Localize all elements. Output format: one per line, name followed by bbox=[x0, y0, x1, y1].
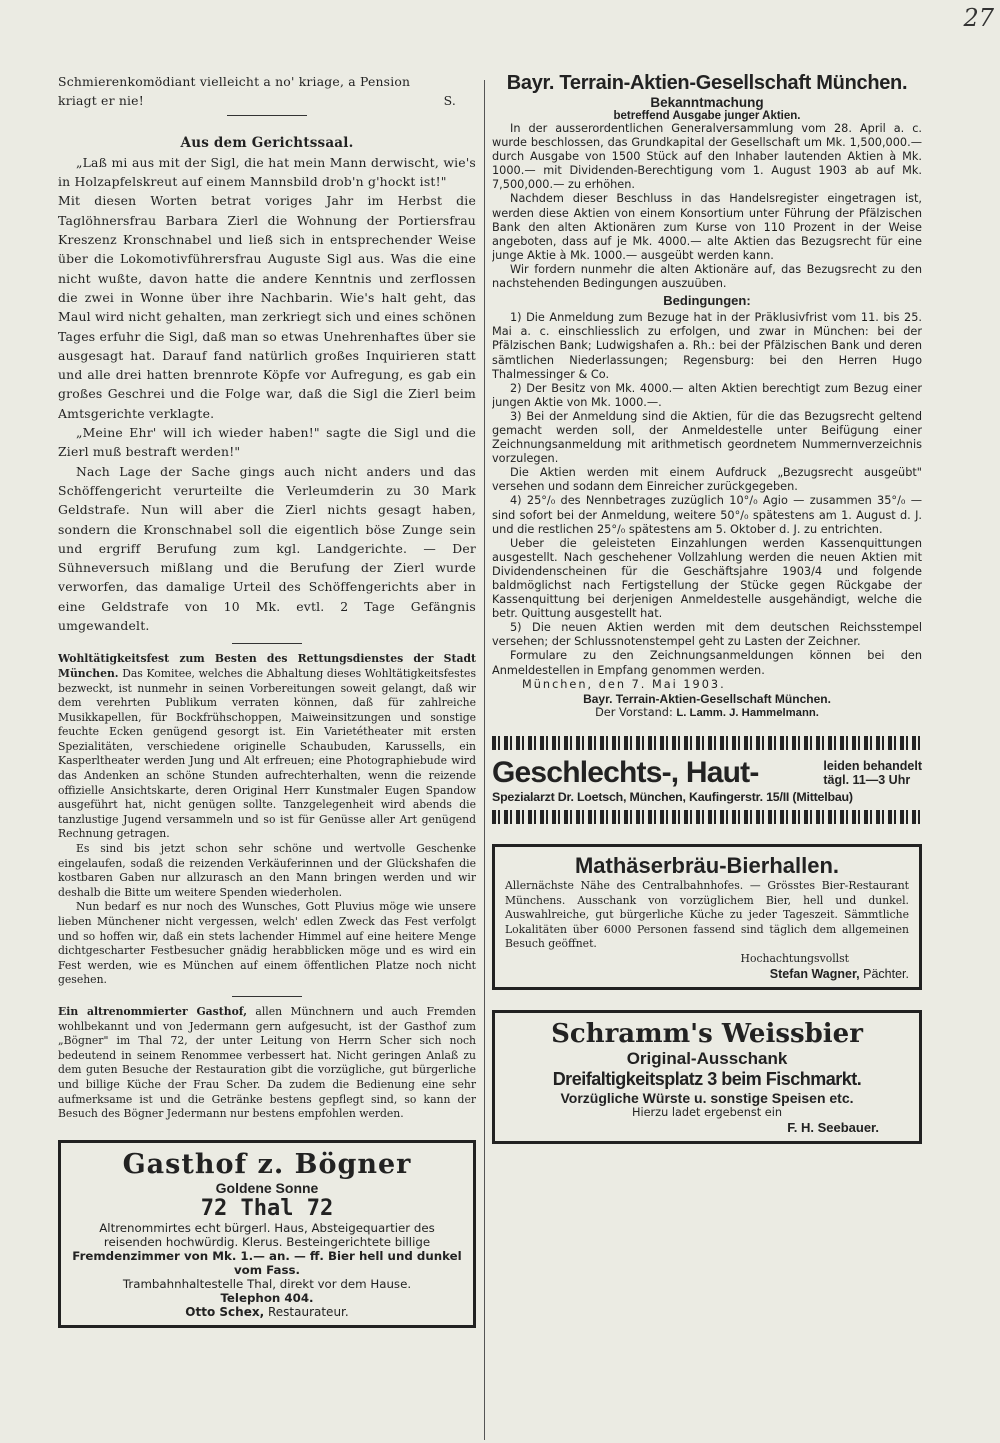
ornament-border bbox=[492, 810, 922, 824]
loetsch-side-2: tägl. 11—3 Uhr bbox=[823, 772, 911, 787]
boegner-owner-line bbox=[71, 1305, 463, 1319]
charity-lead: Wohltätigkeitsfest zum Besten des Rettungsdienstes der Stadt München. bbox=[58, 652, 476, 680]
terrain-sub1: Bekanntmachung bbox=[650, 95, 764, 110]
mathaeser-title: Mathäserbräu-Bierhallen. bbox=[574, 852, 840, 878]
page-number: 27 bbox=[963, 4, 994, 32]
ornament-border bbox=[492, 736, 922, 750]
court-paragraph-3: Nach Lage der Sache gings auch nicht anders und das Schöffengericht verurteilte die Verleumderin zu 30 Mark Geldstrafe. Nun will aber die Zierl nichts gesagt haben, sondern die Kronschnabel soll die eigentlich böse Zunge sein und ergriff Berufung zum kgl. Landgerichte. — Der Sühneversuch mißlang und die Berufung der Zierl wurde verworfen, das damalige Urteil des Schöffengerichts aber in eine Geldstrafe von 10 Mk. evtl. 2 Tage Gefängnis umgewandelt. bbox=[58, 463, 476, 634]
terrain-p2: Nachdem dieser Beschluss in das Handelsregister eingetragen ist, werden diese Aktien von einem Konsortium unter Führung der Pfälzischen Bank den alten Aktionären zum Kurse von 110 Prozent in der Weise angeboten, dass auf je Mk. 4000.— alte Aktien das Bezugsrecht für eine junge Aktie à Mk. 1000.— ausgeübt werden kann. bbox=[492, 192, 922, 262]
terrain-body bbox=[492, 122, 922, 720]
terrain-cond-head: Bedingungen: bbox=[663, 293, 751, 309]
terrain-sig: Bayr. Terrain-Aktien-Gesellschaft München. bbox=[583, 691, 831, 706]
loetsch-side bbox=[823, 759, 922, 787]
charity-paragraph-3: Nun bedarf es nur noch des Wunsches, Gott Pluvius möge wie unsere lieben Münchener nicht vergessen, welch' edlen Zweck das Fest verfolgt und so hoffen wir, daß ein stets lachender Himmel auf eine heitere Menge dichtgescharter Festbesucher gnädig herabblicken möge und es wird ein Fest werden, wie es München auf einem öffentlichen Platze noch nicht gesehen. bbox=[58, 900, 476, 987]
terrain-date: München, den 7. Mai 1903. bbox=[522, 677, 726, 691]
mathaeser-role: Pächter. bbox=[863, 966, 909, 981]
column-divider bbox=[484, 80, 485, 1440]
terrain-c3: 3) Bei der Anmeldung sind die Aktien, für die das Bezugsrecht geltend gemacht werden soll, der Anmeldestelle unter Beifügung einer Zeichnungsanmeldung mit arithmetisch geordnetem Nummernverzeichnis vorzulegen. bbox=[492, 409, 922, 466]
ad-schramm bbox=[492, 1010, 922, 1144]
terrain-c5: 5) Die neuen Aktien werden mit dem deutschen Reichsstempel versehen; der Schlussnotenstempel geht zu Lasten der Zeichner. bbox=[492, 621, 922, 649]
court-article bbox=[58, 134, 476, 636]
court-paragraph-2: „Meine Ehr' will ich wieder haben!" sagte die Sigl und die Zierl muß bestraft werden!" bbox=[58, 425, 476, 460]
right-column bbox=[492, 72, 922, 1144]
terrain-board: L. Lamm. J. Hammelmann. bbox=[676, 706, 819, 719]
intro-line-2-row bbox=[58, 91, 476, 110]
inn-lead: Ein altrenommierter Gasthof, bbox=[58, 1004, 247, 1018]
boegner-rooms: Fremdenzimmer von Mk. 1.— an. — ff. Bier hell und dunkel vom Fass. bbox=[72, 1248, 462, 1277]
inn-article bbox=[58, 1005, 476, 1122]
terrain-title: Bayr. Terrain-Aktien-Gesellschaft München. bbox=[506, 72, 908, 94]
separator bbox=[227, 115, 307, 116]
loetsch-title-row bbox=[492, 756, 922, 790]
terrain-p1: In der ausserordentlichen Generalversammlung vom 28. April a. c. wurde beschlossen, das Grundkapital der Gesellschaft um Mk. 1,500,000.— durch Ausgabe von 1500 Stück auf den Inhaber lautenden Aktien à Mk. 1000.— mit Dividenden-Berechtigung vom 1. August 1903 ab auf Mk. 7,500,000.— zu erhöhen. bbox=[492, 122, 922, 192]
terrain-sub2: betreffend Ausgabe junger Aktien. bbox=[613, 110, 801, 122]
left-column bbox=[58, 72, 476, 1328]
terrain-c6: Formulare zu den Zeichnungsanmeldungen können bei den Anmeldestellen in Empfang genommen werden. bbox=[492, 649, 922, 677]
boegner-text: Altrenommirtes echt bürgerl. Haus, Absteigequartier des reisenden hochwürdig. Klerus. Besteingerichtete billige bbox=[99, 1220, 435, 1249]
schramm-owner: F. H. Seebauer. bbox=[787, 1119, 879, 1135]
schramm-title: Schramm's Weissbier bbox=[551, 1018, 863, 1049]
schramm-place: Dreifaltigkeitsplatz 3 beim Fischmarkt. bbox=[552, 1068, 862, 1089]
court-quote: „Laß mi aus mit der Sigl, die hat mein Mann derwischt, wie's in Holzapfelskreut auf einem Mannsbild drob'n g'hockt ist!" bbox=[58, 154, 476, 190]
inn-text: allen Münchnern und auch Fremden wohlbekannt und von Jedermann gern aufgesucht, ist der Gasthof zum „Bögner" im Thal 72, der unter Leitung von Herrn Scher sich noch bedeutend in seinem Renommee verbessert hat. Nicht geringen Anlaß zu dem guten Besuche der Restauration gibt die vorzügliche, gut bürgerliche und billige Küche der Frau Scher. Da zudem die Bedienung eine sehr aufmerksame ist und die Getränke bestens gepflegt sind, so kann der Besuch des Bögner Jedermann nur bestens empfohlen werden. bbox=[58, 1004, 476, 1121]
intro-line-2: kriagt er nie! bbox=[58, 93, 144, 109]
terrain-c1: 1) Die Anmeldung zum Bezuge hat in der Präklusivfrist vom 11. bis 25. Mai a. c. einschliesslich zu erfolgen, und zwar in München: bei der Pfälzischen Bank; Ludwigshafen a. Rh.: bei der Pfälzischen Bank und deren sämtlichen Niederlassungen; Regensburg: bei den Herren Hugo Thalmessinger & Co. bbox=[492, 311, 922, 381]
terrain-board-line bbox=[492, 706, 922, 720]
court-heading: Aus dem Gerichtssaal. bbox=[180, 134, 354, 151]
terrain-c3b: Die Aktien werden mit einem Aufdruck „Bezugsrecht ausgeübt" versehen und sodann dem Einreicher zurückgegeben. bbox=[492, 466, 922, 494]
boegner-owner: Otto Schex, bbox=[185, 1305, 265, 1320]
charity-article bbox=[58, 652, 476, 988]
terrain-c4b: Ueber die geleisteten Einzahlungen werden Kassenquittungen ausgestellt. Nach geschehener Vollzahlung werden die neuen Aktien mit Dividendenscheinen für die Geschäftsjahre 1903/4 und folgende baldmöglichst nach Fertigstellung der Stücke gegen Rückgabe der Kassenquittung bei derjenigen Anmeldestelle ausgehändigt, welche die betr. Quittung ausgestellt hat. bbox=[492, 536, 922, 621]
boegner-tram: Trambahnhaltestelle Thal, direkt vor dem Hause. bbox=[122, 1277, 412, 1292]
terrain-p3: Wir fordern nunmehr die alten Aktionäre auf, das Bezugsrecht zu den nachstehenden Bedingungen auszuüben. bbox=[492, 262, 922, 291]
schramm-sub: Original-Ausschank bbox=[626, 1048, 788, 1068]
boegner-phone: Telephon 404. bbox=[220, 1291, 314, 1306]
schramm-invite: Hierzu ladet ergebenst ein bbox=[631, 1105, 783, 1119]
loetsch-side-1: leiden behandelt bbox=[823, 758, 922, 773]
loetsch-line: Spezialarzt Dr. Loetsch, München, Kaufingerstr. 15/II (Mittelbau) bbox=[492, 789, 853, 804]
boegner-address: 72 Thal 72 bbox=[200, 1195, 334, 1221]
schramm-food: Vorzügliche Würste u. sonstige Speisen etc. bbox=[560, 1089, 854, 1106]
loetsch-title: Geschlechts-, Haut- bbox=[492, 755, 759, 789]
court-paragraph-1: Mit diesen Worten betrat voriges Jahr im Herbst die Taglöhnersfrau Barbara Zierl die Wohnung der Portiersfrau Kreszenz Kronschnabel und ließ sich in entsprechender Weise über die Lokomotivführersfrau Auguste Sigl aus. Was die eine nicht wußte, davon hatte die andere Kenntnis und zerflossen die zwei in Wonne über ihre Nachbarin. Wie's halt geht, das Maul wird nicht gehalten, man zerkriegt sich und eines schönen Tages erfuhr die Sigl, daß man so etwas Unehrenhaftes über sie ausgesagt hat. Darauf fand natürlich großes Inquirieren statt und alle drei hatten brennrote Köpfe vor Aufregung, es gab ein großes Geschrei und die Folge war, daß die Sigl die Zierl beim Amtsgerichte verklagte. bbox=[58, 193, 476, 421]
terrain-board-label: Der Vorstand: bbox=[595, 705, 673, 719]
boegner-owner-role: Restaurateur. bbox=[267, 1305, 349, 1320]
ad-loetsch bbox=[492, 756, 922, 804]
terrain-c4: 4) 25°/₀ des Nennbetrages zuzüglich 10°/₀ Agio — zusammen 35°/₀ — sind sofort bei der Anmeldung, weitere 50°/₀ spätestens am 1. August d. J. und die restlichen 25°/₀ spätestens am 5. Oktober d. J. zu entrichten. bbox=[492, 494, 922, 536]
intro-line-1: Schmierenkomödiant vielleicht a no' kriage, a Pension bbox=[58, 74, 411, 89]
separator bbox=[232, 643, 302, 644]
mathaeser-text: Allernächste Nähe des Centralbahnhofes. — Grösstes Bier-Restaurant Münchens. Ausschank von vorzüglichem Bier, hell und dunkel. Auswahlreiche, gut bürgerliche Küche zu jeder Tageszeit. Sämmtliche Lokalitäten über 6000 Personen fassend sind täglich dem allgemeinen Besuch geöffnet. bbox=[505, 878, 909, 951]
ad-mathaeser bbox=[492, 844, 922, 990]
mathaeser-owner: Stefan Wagner, bbox=[769, 966, 860, 981]
terrain-notice bbox=[492, 72, 922, 720]
mathaeser-greeting: Hochachtungsvollst bbox=[740, 951, 849, 965]
ad-boegner bbox=[58, 1140, 476, 1329]
charity-paragraph-1: Das Komitee, welches die Abhaltung dieses Wohltätigkeitsfestes bezweckt, ist nunmehr in seinen Vorbereitungen soweit gelangt, daß wir dem verehrten Publikum verraten können, daß für zahlreiche Musikkapellen, für Bockfrühschoppen, Maiweinsitzungen und sonstige feuchte Ecken genügend gesorgt ist. Ein Varietétheater mit ersten Spezialitäten, verschiedene originelle Schaubuden, Karussells, ein Kasperltheater werden Jung und Alt erfreuen; eine Photographiebude wird das Andenken an schöne Stunden aufrechterhalten, wenn die reizende offizielle Ansichtskarte, deren Original Herr Kunstmaler Eugen Spandow ausgeführt hat, nicht genügen sollte. Tanzgelegenheit wird abends die tanzlustige Jugend versammeln und so ist für Genüsse aller Art genügend Rechnung getragen. bbox=[58, 666, 476, 841]
intro-text bbox=[58, 72, 476, 116]
terrain-c2: 2) Der Besitz von Mk. 4000.— alten Aktien berechtigt zum Bezug einer jungen Aktie von Mk. 1000.—. bbox=[492, 381, 922, 409]
boegner-title: Gasthof z. Bögner bbox=[122, 1148, 412, 1180]
charity-paragraph-2: Es sind bis jetzt schon sehr schöne und wertvolle Geschenke eingelaufen, sodaß die reizenden Verkäuferinnen und der Glückshafen die kostbaren Gaben nur allzurasch an den Mann bringen werden und wir deshalb die Bitte um weitere Spenden wiederholen. bbox=[58, 842, 476, 899]
mathaeser-owner-line bbox=[505, 967, 909, 981]
intro-signature: S. bbox=[443, 93, 456, 109]
separator bbox=[232, 996, 302, 997]
boegner-sub: Goldene Sonne bbox=[215, 1179, 319, 1196]
